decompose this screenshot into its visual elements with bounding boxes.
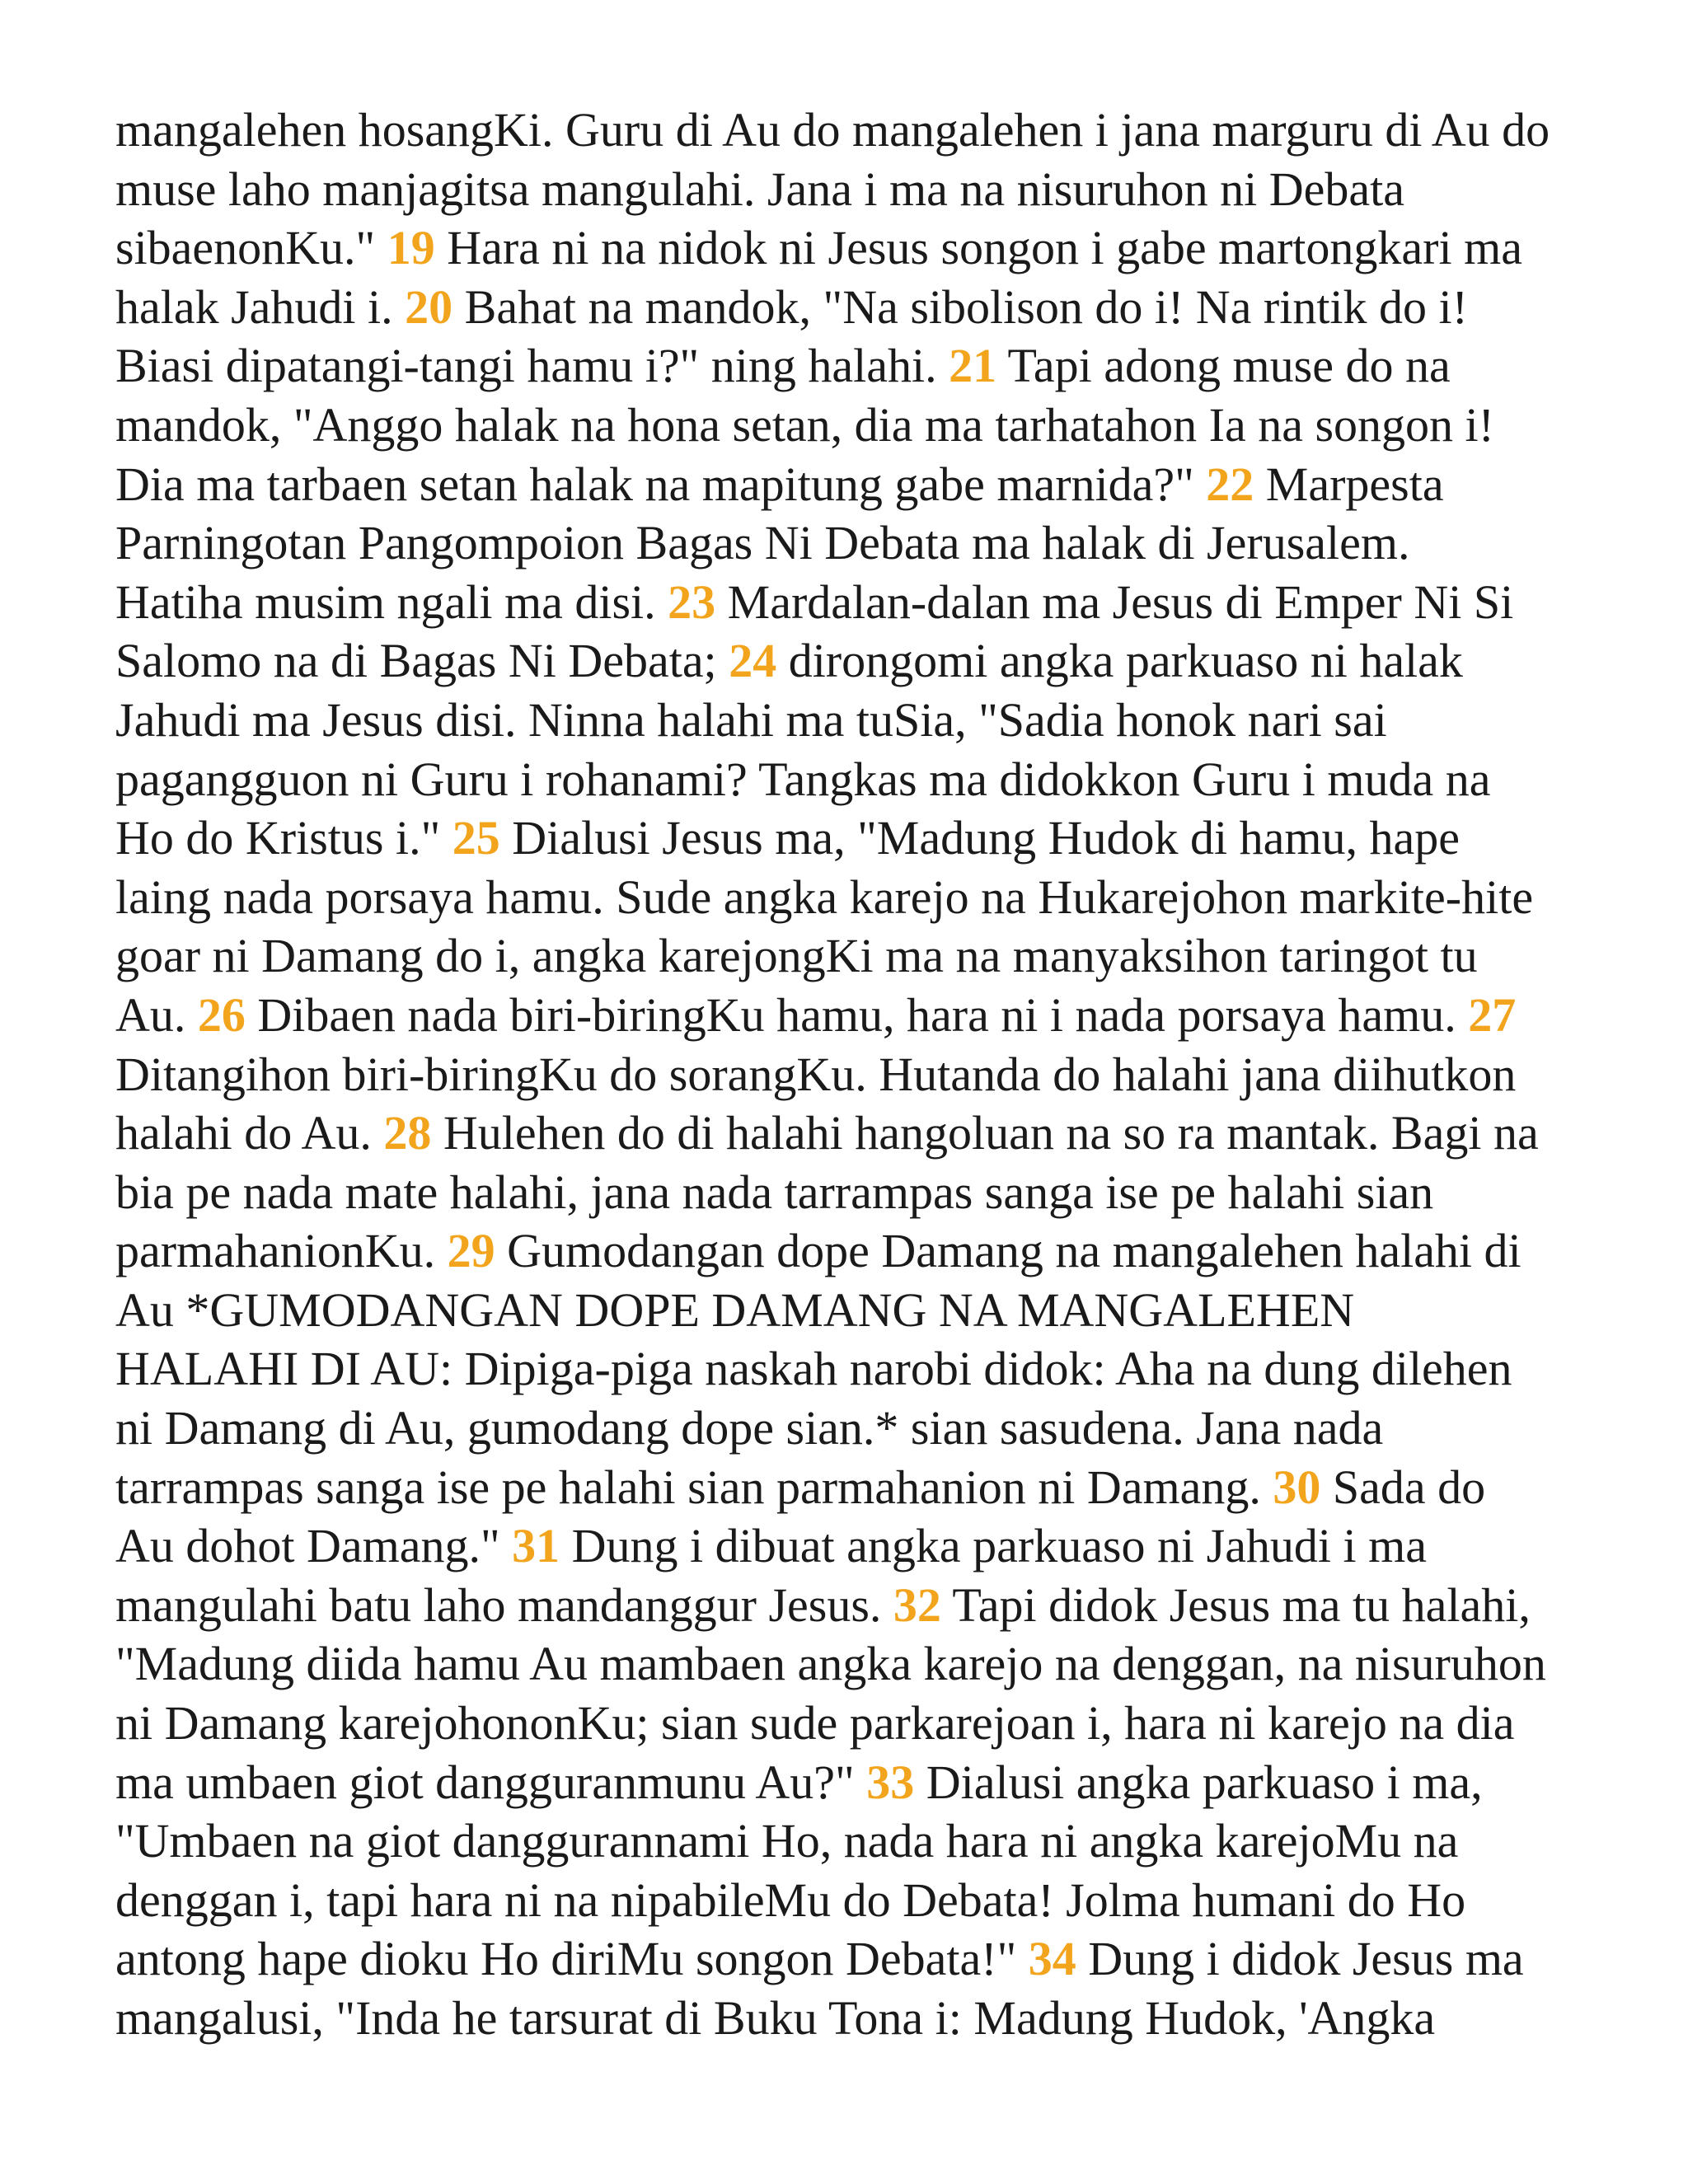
verse-text: laing nada porsaya hamu. Sude angka karejo na Hukarejohon markite-hite bbox=[115, 869, 1534, 924]
verse-text: ma umbaen giot dangguranmunu Au?" bbox=[115, 1755, 867, 1809]
text-line bbox=[115, 1811, 1582, 1871]
verse-text: dirongomi angka parkuaso ni halak bbox=[776, 634, 1463, 688]
verse-text: pagangguon ni Guru i rohanami? Tangkas ma didokkon Guru i muda na bbox=[115, 752, 1491, 806]
verse-text: bia pe nada mate halahi, jana nada tarrampas sanga ise pe halahi sian bbox=[115, 1165, 1434, 1219]
text-line bbox=[115, 808, 1582, 868]
verse-text: Ho do Kristus i." bbox=[115, 811, 452, 865]
verse-number: 30 bbox=[1273, 1460, 1321, 1514]
text-line bbox=[115, 278, 1582, 337]
verse-text: Dia ma tarbaen setan halak na mapitung gabe marnida?" bbox=[115, 457, 1207, 511]
verse-text: Dialusi Jesus ma, "Madung Hudok di hamu, hape bbox=[499, 811, 1460, 865]
verse-text: mandok, "Anggo halak na hona setan, dia ma tarhatahon Ia na songon i! bbox=[115, 397, 1494, 452]
verse-number: 26 bbox=[197, 987, 246, 1042]
verse-number: 23 bbox=[668, 574, 716, 629]
verse-text: denggan i, tapi hara ni na nipabileMu do Debata! Jolma humani do Ho bbox=[115, 1872, 1466, 1927]
verse-text: halahi do Au. bbox=[115, 1106, 384, 1160]
verse-text: Sada do bbox=[1320, 1460, 1486, 1514]
verse-number: 19 bbox=[387, 221, 435, 275]
text-line bbox=[115, 1339, 1582, 1399]
text-line bbox=[115, 1104, 1582, 1163]
verse-text: Au dohot Damang." bbox=[115, 1519, 513, 1573]
verse-text: antong hape dioku Ho diriMu songon Debata!" bbox=[115, 1932, 1029, 1986]
verse-text: Hara ni na nidok ni Jesus songon i gabe martongkari ma bbox=[434, 221, 1522, 275]
verse-number: 24 bbox=[729, 634, 777, 688]
text-line bbox=[115, 218, 1582, 278]
text-line bbox=[115, 1163, 1582, 1222]
verse-text: HALAHI DI AU: Dipiga-piga naskah narobi didok: Aha na dung dilehen bbox=[115, 1342, 1512, 1396]
text-line bbox=[115, 631, 1582, 691]
verse-text: Dung i didok Jesus ma bbox=[1076, 1932, 1524, 1986]
verse-text: mangalusi, "Inda he tarsurat di Buku Tona i: Madung Hudok, 'Angka bbox=[115, 1991, 1436, 2045]
verse-number: 33 bbox=[866, 1755, 915, 1809]
verse-text: Marpesta bbox=[1254, 457, 1444, 511]
text-line bbox=[115, 926, 1582, 986]
verse-number: 21 bbox=[949, 339, 997, 393]
verse-text: Gumodangan dope Damang na mangalehen halahi di bbox=[495, 1224, 1522, 1278]
verse-text: Bahat na mandok, "Na sibolison do i! Na rintik do i! bbox=[452, 279, 1468, 334]
verse-number: 29 bbox=[447, 1224, 495, 1278]
text-line bbox=[115, 1871, 1582, 1930]
verse-text: Dibaen nada biri-biringKu hamu, hara ni i nada porsaya hamu. bbox=[245, 987, 1469, 1042]
verse-text: parmahanionKu. bbox=[115, 1224, 448, 1278]
verse-text: sibaenonKu." bbox=[115, 221, 387, 275]
text-line bbox=[115, 1399, 1582, 1458]
text-line bbox=[115, 1694, 1582, 1753]
text-line bbox=[115, 691, 1582, 750]
verse-text: Au. bbox=[115, 987, 198, 1042]
text-line bbox=[115, 1458, 1582, 1517]
text-line bbox=[115, 1634, 1582, 1694]
verse-number: 22 bbox=[1206, 457, 1254, 511]
text-line bbox=[115, 101, 1582, 160]
text-line bbox=[115, 750, 1582, 809]
verse-text: muse laho manjagitsa mangulahi. Jana i ma na nisuruhon ni Debata bbox=[115, 162, 1404, 216]
verse-number: 20 bbox=[405, 279, 453, 334]
text-line bbox=[115, 573, 1582, 632]
verse-text: Ditangihon biri-biringKu do sorangKu. Hutanda do halahi jana diihutkon bbox=[115, 1047, 1517, 1101]
text-line bbox=[115, 1221, 1582, 1281]
text-line bbox=[115, 986, 1582, 1045]
text-line bbox=[115, 1929, 1582, 1989]
verse-text: "Madung diida hamu Au mambaen angka karejo na denggan, na nisuruhon bbox=[115, 1637, 1546, 1691]
text-line bbox=[115, 1753, 1582, 1812]
verse-text: mangalehen hosangKi. Guru di Au do mangalehen i jana marguru di Au do bbox=[115, 103, 1550, 157]
verse-text: Tapi didok Jesus ma tu halahi, bbox=[940, 1577, 1531, 1632]
scripture-text-body bbox=[115, 101, 1582, 2048]
verse-text: Mardalan-dalan ma Jesus di Emper Ni Si bbox=[715, 574, 1514, 629]
verse-text: Parningotan Pangompoion Bagas Ni Debata ma halak di Jerusalem. bbox=[115, 516, 1410, 570]
verse-text: Tapi adong muse do na bbox=[996, 339, 1451, 393]
text-line bbox=[115, 868, 1582, 927]
verse-text: Dung i dibuat angka parkuaso ni Jahudi i ma bbox=[560, 1519, 1428, 1573]
verse-text: halak Jahudi i. bbox=[115, 279, 406, 334]
verse-text: ni Damang di Au, gumodang dope sian.* sian sasudena. Jana nada bbox=[115, 1401, 1384, 1455]
text-line bbox=[115, 1989, 1582, 2048]
verse-text: "Umbaen na giot danggurannami Ho, nada hara ni angka karejoMu na bbox=[115, 1814, 1459, 1868]
verse-text: tarrampas sanga ise pe halahi sian parmahanion ni Damang. bbox=[115, 1460, 1273, 1514]
text-line bbox=[115, 513, 1582, 573]
verse-number: 34 bbox=[1028, 1932, 1076, 1986]
verse-text: Biasi dipatangi-tangi hamu i?" ning halahi. bbox=[115, 339, 950, 393]
text-line bbox=[115, 1576, 1582, 1635]
verse-number: 25 bbox=[452, 811, 500, 865]
verse-text: Au *GUMODANGAN DOPE DAMANG NA MANGALEHEN bbox=[115, 1282, 1355, 1337]
verse-number: 32 bbox=[893, 1577, 941, 1632]
verse-text: ni Damang karejohononKu; sian sude parkarejoan i, hara ni karejo na dia bbox=[115, 1696, 1515, 1750]
text-line bbox=[115, 1516, 1582, 1576]
text-line bbox=[115, 1045, 1582, 1104]
verse-number: 27 bbox=[1468, 987, 1517, 1042]
verse-text: Hatiha musim ngali ma disi. bbox=[115, 574, 668, 629]
verse-text: goar ni Damang do i, angka karejongKi ma na manyaksihon taringot tu bbox=[115, 929, 1478, 983]
text-line bbox=[115, 1281, 1582, 1340]
verse-text: mangulahi batu laho mandanggur Jesus. bbox=[115, 1577, 893, 1632]
verse-text: Dialusi angka parkuaso i ma, bbox=[914, 1755, 1483, 1809]
verse-text: Hulehen do di halahi hangoluan na so ra mantak. Bagi na bbox=[431, 1106, 1539, 1160]
verse-text: Jahudi ma Jesus disi. Ninna halahi ma tuSia, "Sadia honok nari sai bbox=[115, 692, 1387, 747]
text-line bbox=[115, 160, 1582, 219]
verse-number: 31 bbox=[512, 1519, 560, 1573]
verse-text: Salomo na di Bagas Ni Debata; bbox=[115, 634, 729, 688]
verse-number: 28 bbox=[383, 1106, 432, 1160]
text-line bbox=[115, 336, 1582, 396]
text-line bbox=[115, 455, 1582, 514]
text-line bbox=[115, 396, 1582, 455]
